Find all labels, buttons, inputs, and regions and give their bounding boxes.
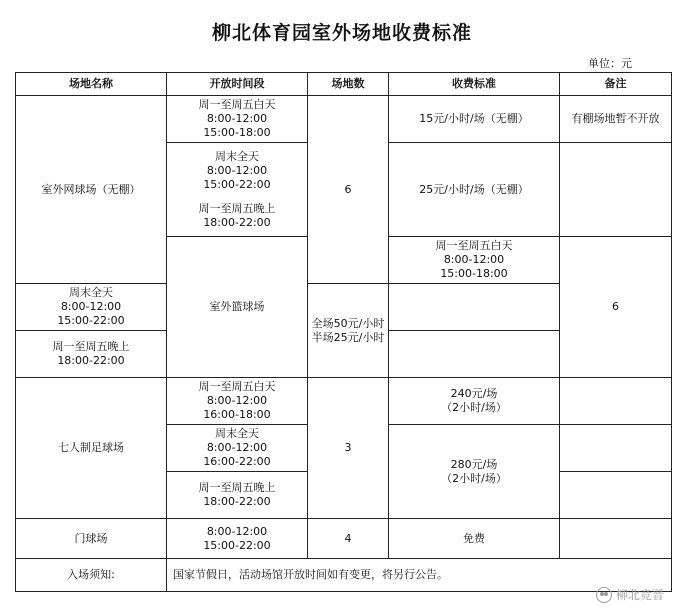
remark-cell	[389, 331, 560, 378]
slot-cell	[16, 284, 167, 331]
slot-line: 周一至周五白天	[435, 239, 513, 252]
page-title: 柳北体育园室外场地收费标准	[211, 22, 472, 44]
slot-line: 8:00-12:00	[206, 394, 268, 407]
slot-line: 15:00-22:00	[57, 314, 125, 327]
watermark-text: 柳北竞晋	[615, 588, 664, 602]
table-row	[16, 378, 672, 425]
fee-line: 半场25元/小时	[311, 330, 385, 344]
court-count-cell: 3	[308, 378, 389, 519]
table-row	[16, 96, 672, 143]
fee-cell: 25元/小时/场（无棚）	[389, 143, 560, 237]
fee-line: 全场50元/小时	[311, 316, 385, 330]
slot-line: 周一至周五白天	[198, 380, 276, 393]
slot-line: 8:00-12:00	[206, 524, 268, 538]
slot-line: 周一至周五晚上	[198, 481, 276, 494]
fee-line: （2小时/场）	[441, 401, 507, 414]
slot-cell	[167, 472, 308, 519]
fee-cell	[389, 378, 560, 425]
fee-line: （2小时/场）	[441, 471, 507, 485]
header-open-hours: 开放时间段	[167, 73, 308, 96]
wechat-logo-icon	[596, 587, 612, 603]
notice-row	[16, 559, 672, 592]
slot-cell	[16, 331, 167, 378]
court-count-cell: 6	[308, 96, 389, 284]
table-header-row	[16, 73, 672, 96]
fee-line: 280元/场	[450, 457, 498, 471]
slot-line: 周末全天	[215, 149, 259, 163]
venue-name-cell: 门球场	[16, 519, 167, 559]
slot-line: 16:00-22:00	[203, 455, 271, 468]
slot-line: 15:00-22:00	[203, 538, 271, 552]
header-remarks: 备注	[560, 73, 672, 96]
court-count-cell: 6	[560, 237, 672, 378]
remark-cell	[560, 425, 672, 472]
slot-line: 周一至周五晚上	[198, 201, 276, 215]
slot-cell	[167, 519, 308, 559]
slot-line: 18:00-22:00	[57, 354, 125, 367]
notice-text: 国家节假日，活动场馆开放时间如有变更，将另行公告。	[167, 559, 672, 592]
spacer	[167, 192, 307, 202]
remark-cell	[560, 519, 672, 559]
slot-line: 15:00-18:00	[203, 126, 271, 139]
slot-cell	[167, 143, 308, 237]
table-row	[16, 519, 672, 559]
watermark	[596, 586, 664, 603]
remark-cell: 有棚场地暂不开放	[560, 96, 672, 143]
slot-line: 8:00-12:00	[206, 163, 268, 177]
venue-name-cell: 七人制足球场	[16, 378, 167, 519]
unit-label: 单位：元	[588, 57, 632, 70]
slot-line: 15:00-18:00	[440, 267, 508, 280]
remark-cell	[560, 378, 672, 425]
remark-cell	[560, 472, 672, 519]
venue-name-cell: 室外网球场（无棚）	[16, 96, 167, 284]
slot-line: 8:00-12:00	[206, 112, 268, 125]
venue-name-cell: 室外篮球场	[167, 237, 308, 378]
court-count-cell: 4	[308, 519, 389, 559]
fee-cell: 15元/小时/场（无棚）	[389, 96, 560, 143]
slot-line: 周末全天	[215, 427, 259, 440]
notice-label: 入场须知:	[16, 559, 167, 592]
slot-line: 18:00-22:00	[203, 495, 271, 508]
fee-table	[15, 72, 672, 592]
fee-cell: 免费	[389, 519, 560, 559]
header-venue-name: 场地名称	[16, 73, 167, 96]
slot-line: 8:00-12:00	[443, 253, 505, 266]
header-court-count: 场地数	[308, 73, 389, 96]
remark-cell	[560, 143, 672, 237]
fee-cell	[308, 284, 389, 378]
slot-cell	[167, 378, 308, 425]
slot-line: 15:00-22:00	[203, 177, 271, 191]
slot-cell	[167, 425, 308, 472]
slot-line: 周末全天	[69, 286, 113, 299]
slot-cell	[167, 96, 308, 143]
fee-cell	[389, 425, 560, 519]
header-fee-standard: 收费标准	[389, 73, 560, 96]
slot-line: 16:00-18:00	[203, 408, 271, 421]
slot-line: 周一至周五晚上	[52, 340, 130, 353]
remark-cell	[389, 284, 560, 331]
slot-line: 8:00-12:00	[206, 441, 268, 454]
slot-line: 8:00-12:00	[60, 300, 122, 313]
slot-cell	[389, 237, 560, 284]
slot-line: 18:00-22:00	[203, 215, 271, 229]
slot-line: 周一至周五白天	[198, 98, 276, 111]
fee-line: 240元/场	[450, 387, 498, 400]
